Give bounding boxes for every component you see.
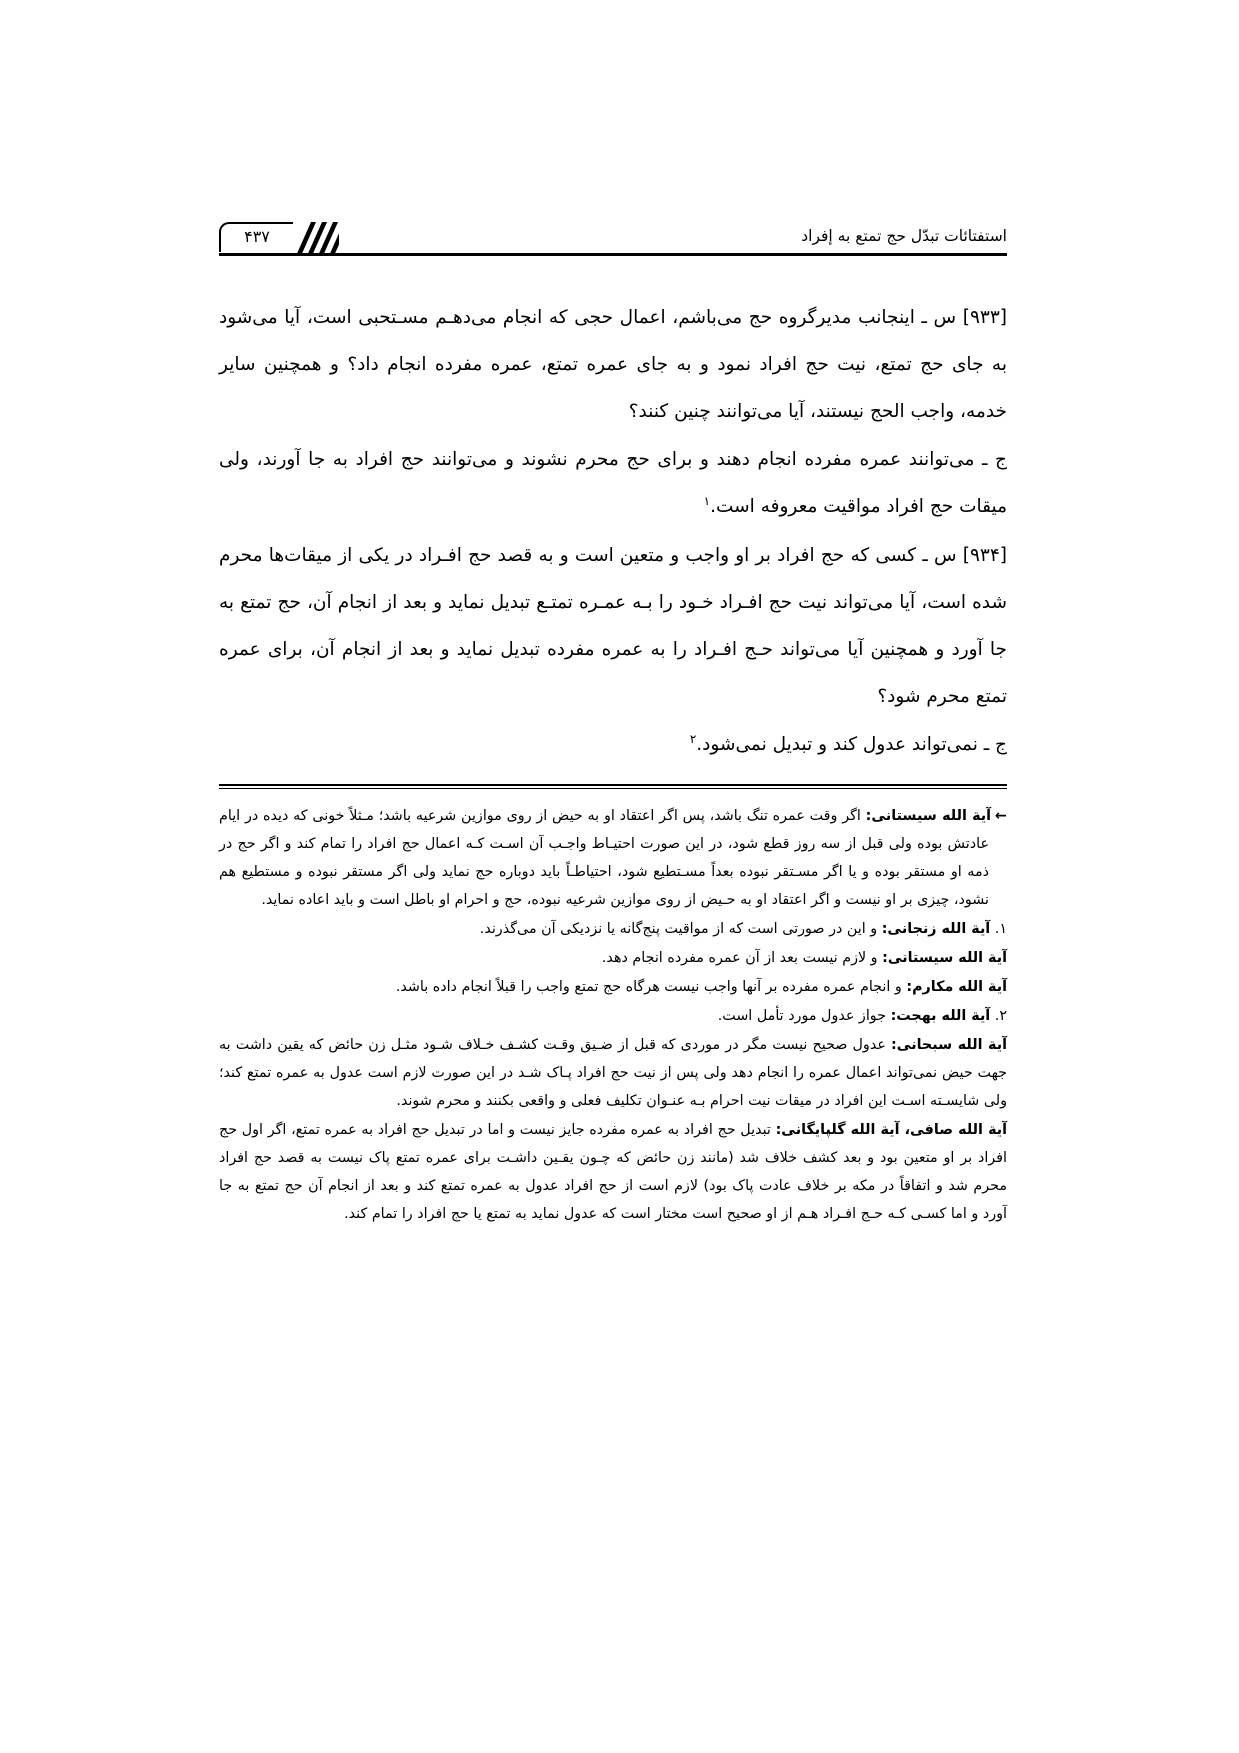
qa-entry-933 xyxy=(219,294,1007,530)
page-header xyxy=(219,222,1007,264)
footnote-authority: آیة الله زنجانی: xyxy=(881,920,991,937)
answer-934-text: ج ـ نمی‌تواند عدول کند و تبدیل نمی‌شود. xyxy=(696,733,1007,755)
footnote-authority: آیة الله صافی، آیة الله گلپایگانی: xyxy=(775,1121,1008,1138)
footnote-authority: آیة الله بهجت: xyxy=(890,1007,991,1024)
footnote-text: و لازم نیست بعد از آن عمره مفرده انجام دهد. xyxy=(601,949,878,966)
footnote-2-item-1 xyxy=(219,1031,1007,1115)
footnote-1-item-0 xyxy=(219,915,1007,943)
page-number: ۴۳۷ xyxy=(244,226,270,246)
folio-box xyxy=(219,222,293,252)
qa-entry-934 xyxy=(219,532,1007,768)
footnote-text: عدول صحیح نیست مگر در موردی که قبل از ضـیق وقـت کشـف خـلاف شـود مثـل زن حائض که یقین داشت به جهت حیض نمی‌تواند اعمال عمره را انجام دهد ولی پس از نیت حج افراد پـاک شـد در این صورت لازم است عدول به عمره تمتع کند؛ ولی شایسـته اسـت این افراد در میقات نیت احرام بـه عنـوان تکلیف فعلی و واقعی بکنند و محرم شوند. xyxy=(219,1036,1007,1109)
header-rule xyxy=(219,253,1007,256)
footnote-ref-1: ۱ xyxy=(703,493,711,508)
body-text xyxy=(219,294,1007,768)
answer-933-text: ج ـ می‌توانند عمره مفرده انجام دهند و برای حج محرم نشوند و می‌توانند حج افراد به جا آورند، ولی میقات حج افراد مواقیت معروفه است. xyxy=(219,448,1007,517)
footnote-2-marker: ۲. xyxy=(994,1007,1007,1024)
slash-ornament-icon xyxy=(293,222,339,254)
footnote-1-item-2 xyxy=(219,973,1007,1001)
footnote-ref-2: ۲ xyxy=(689,731,697,746)
footnote-2-item-2 xyxy=(219,1116,1007,1228)
footnote-text: جواز عدول مورد تأمل است. xyxy=(717,1007,887,1024)
footnote-authority: آیة الله سبحانی: xyxy=(891,1036,1007,1053)
footnote-text: و این در صورتی است که از مواقیت پنج‌گانه یا نزدیکی آن می‌گذرند. xyxy=(479,920,878,937)
footnote-text: اگر وقت عمره تنگ باشد، پس اگر اعتقاد او به حیض از روی موازین شرعیه باشد؛ مـثلاً خونی که دیده در ایام عادتش بوده ولی قبل از سه روز قطع شود، در این صورت احتیـاط واجـب آن اسـت کـه اعمال حج افراد را تمام کند و اگر حج در ذمه او مستقر بوده و یا اگر مسـتقر نبوده بعداً مسـتطیع شود، احتیاطـاً باید دوباره حج نماید ولی اگر مستقر نبوده و مستطیع هم نشود، چیزی بر او نیست و اگر اعتقاد او به حـیض از روی موازین شرعیه نبوده، حج و احرام او باطل است و باید اعاده نماید. xyxy=(219,807,989,908)
footnote-1-marker: ۱. xyxy=(994,920,1007,937)
footnotes-section xyxy=(219,802,1007,1228)
footnote-text: تبدیل حج افراد به عمره مفرده جایز نیست و اما در تبدیل حج افراد به عمره تمتع، اگر اول حج افراد بر او متعین بود و بعد کشف خلاف شد (مانند زن حائض که چـون یقـین داشـت برای عمره تمتع پاک نیست به قصد حج افراد محرم شد و اتفاقاً در مکه بر خلاف عادت پاک بود) لازم است از حج افراد عدول به عمره تمتع کند و بعد از انجام آن حج تمتع به جا آورد و اما کسـی کـه حـج افـراد هـم از او صحیح است مختار است که عدول نماید به تمتع یا حج افراد را تمام کند. xyxy=(219,1121,1007,1222)
folio-group xyxy=(219,222,339,254)
continuation-arrow-icon: ← xyxy=(995,807,1008,824)
answer-933 xyxy=(219,436,1007,530)
running-title: استفتائات تبدّل حج تمتع به إفراد xyxy=(801,227,1007,245)
question-934: [۹۳۴] س ـ کسی که حج افراد بر او واجب و متعین است و به قصد حج افـراد در یکی از میقات‌ها محرم شده است، آیا می‌تواند نیت حج افـراد خـود را بـه عمـره تمتـع تبدیل نماید و بعد از انجام آن، حج تمتع به جا آورد و همچنین آیا می‌تواند حـج افـراد را به عمره مفرده تبدیل نماید و بعد از انجام آن، برای عمره تمتع محرم شود؟ xyxy=(219,544,1007,708)
footnote-separator xyxy=(219,784,1007,790)
footnote-text: و انجام عمره مفرده بر آنها واجب نیست هرگاه حج تمتع واجب را قبلاً انجام داده باشد. xyxy=(395,978,902,995)
answer-934 xyxy=(219,721,1007,768)
footnote-authority: آیة الله مکارم: xyxy=(906,978,1007,995)
footnote-continuation xyxy=(219,802,1007,914)
footnote-1-item-1 xyxy=(219,944,1007,972)
footnote-authority: آیة الله سیستانی: xyxy=(865,807,992,824)
page-content xyxy=(219,222,1007,1229)
question-933: [۹۳۳] س ـ اینجانب مدیرگروه حج می‌باشم، اعمال حجی که انجام می‌دهـم مسـتحبی است، آیا می‌شود به جای حج تمتع، نیت حج افراد نمود و به جای عمره تمتع، عمره مفرده انجام داد؟ و همچنین سایر خدمه، واجب الحج نیستند، آیا می‌توانند چنین کنند؟ xyxy=(219,307,1007,423)
footnote-authority: آیة الله سیستانی: xyxy=(882,949,1007,966)
footnote-2-item-0 xyxy=(219,1002,1007,1030)
